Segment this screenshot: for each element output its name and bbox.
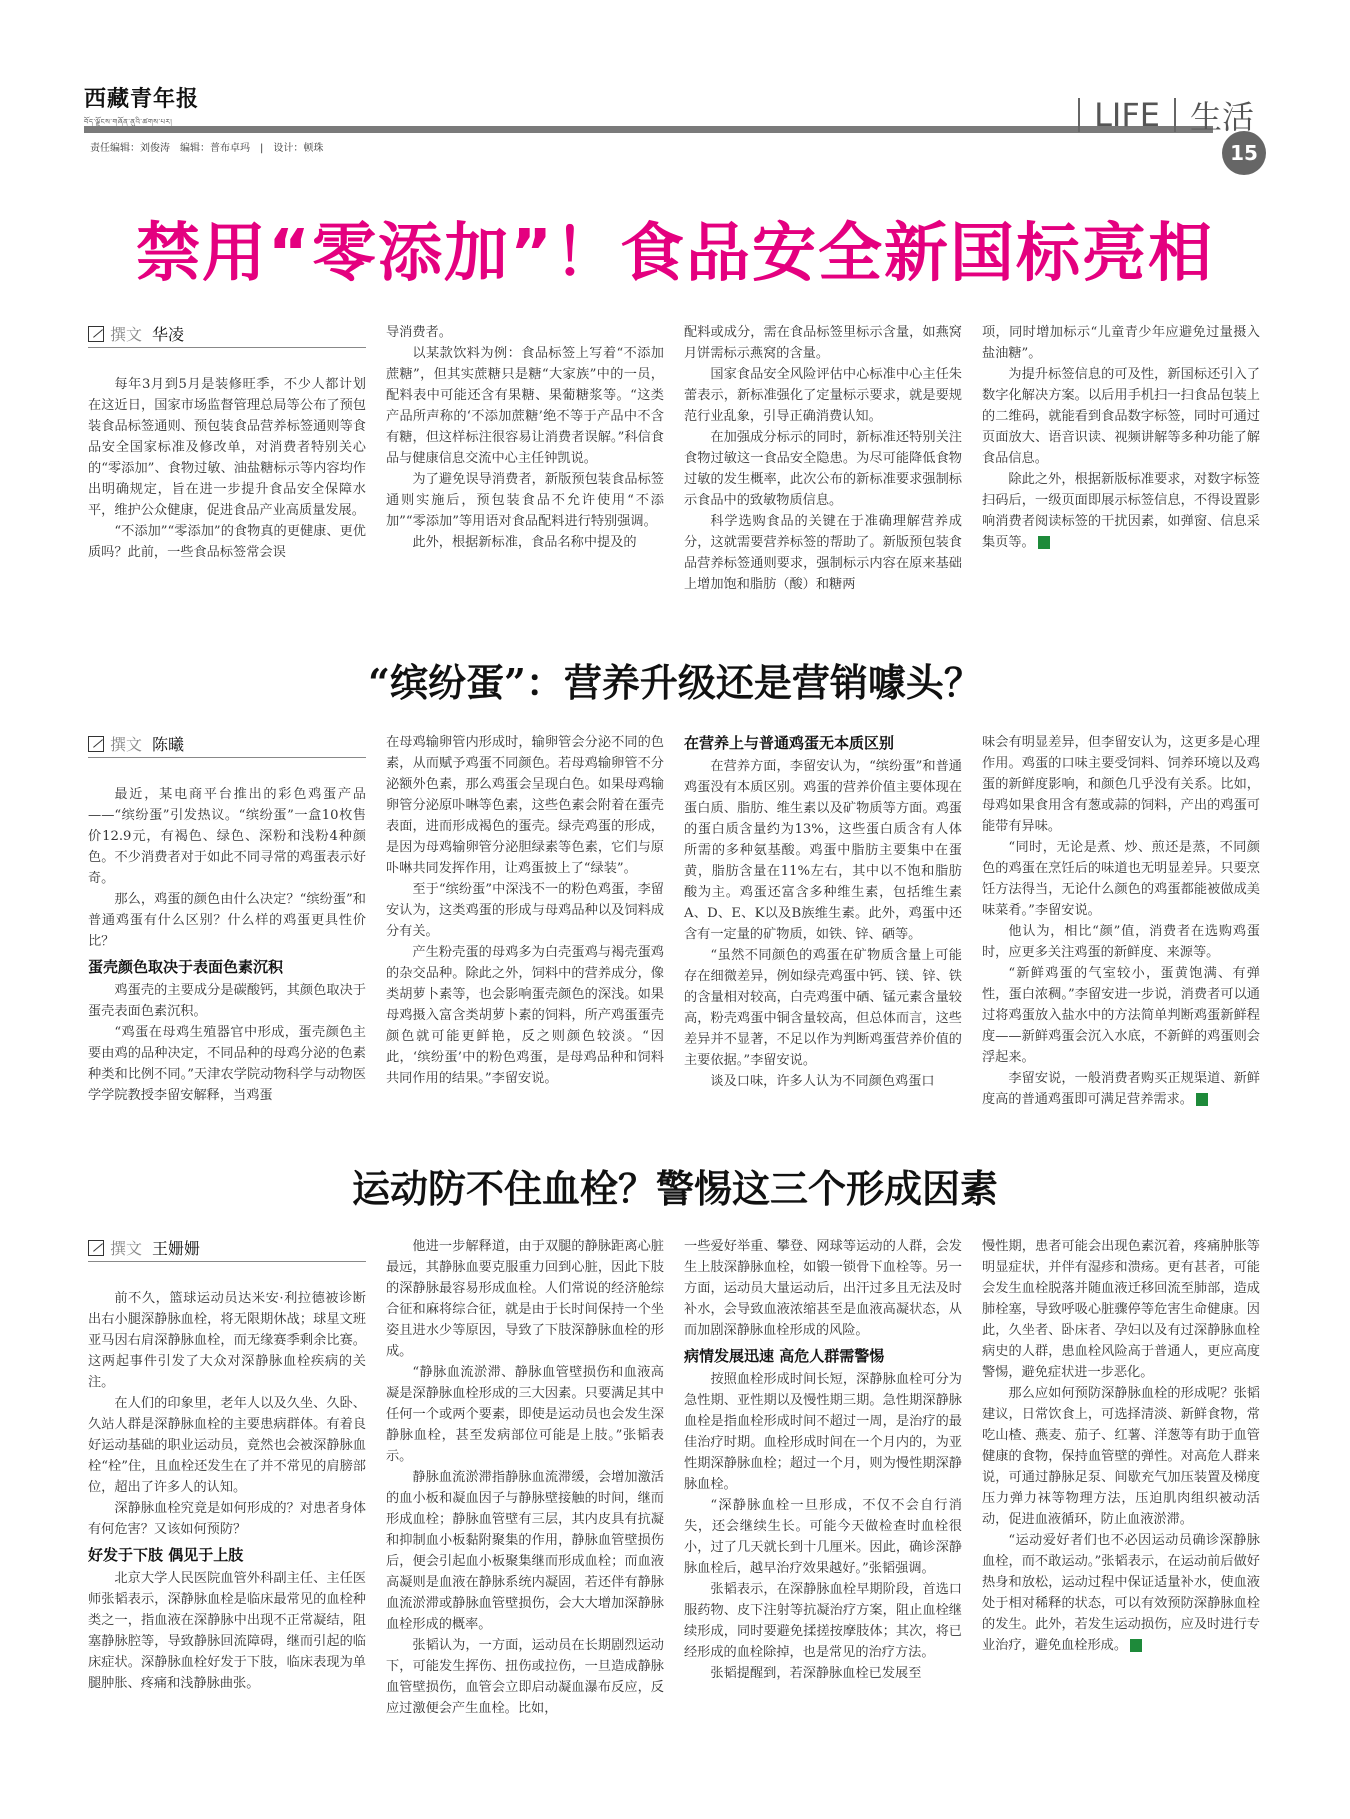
article2-column-2	[386, 732, 664, 1089]
page-number: 15	[1222, 131, 1266, 175]
section-zh: 生活	[1189, 98, 1254, 136]
paragraph: 国家食品安全风险评估中心标准中心主任朱蕾表示，新标准强化了定量标示要求，就是要规范行业乱象，引导正确消费认知。	[684, 367, 962, 424]
paragraph: 张韬认为，一方面，运动员在长期剧烈运动下，可能发生挥伤、扭伤或拉伤，一旦造成静脉血管壁损伤，血管会立即启动凝血瀑布反应，反应过激便会产生血栓。比如，	[386, 1638, 664, 1716]
byline-label: 撰文	[110, 735, 143, 754]
paragraph: 产生粉壳蛋的母鸡多为白壳蛋鸡与褐壳蛋鸡的杂交品种。除此之外，饲料中的营养成分，像类胡萝卜素等，也会影响蛋壳颜色的深浅。如果母鸡摄入富含类胡萝卜素的饲料，所产鸡蛋蛋壳颜色就可能更鲜艳，反之则颜色较淡。“因此，‘缤纷蛋’中的粉色鸡蛋，是母鸡品种和饲料共同作用的结果。”李留安说。	[386, 945, 664, 1086]
paragraph: 至于“缤纷蛋”中深浅不一的粉色鸡蛋，李留安认为，这类鸡蛋的形成与母鸡品种以及饲料成分有关。	[386, 882, 664, 939]
paragraph: 那么，鸡蛋的颜色由什么决定？“缤纷蛋”和普通鸡蛋有什么区别？什么样的鸡蛋更具性价比？	[88, 892, 366, 949]
masthead-title: 西藏青年报	[84, 86, 200, 112]
article3-column-2	[386, 1236, 664, 1719]
paragraph: 以某款饮料为例：食品标签上写着“不添加蔗糖”，但其实蔗糖只是糖“大家族”中的一员，配料表中可能还含有果糖、果葡糖浆等。“这类产品所声称的‘不添加蔗糖’绝不等于产品中不含有糖，但这样标注很容易让消费者误解。”科信食品与健康信息交流中心主任钟凯说。	[386, 346, 664, 466]
credit-separator: |	[260, 143, 264, 154]
section-en: LIFE	[1094, 96, 1160, 134]
end-mark-icon	[1130, 1639, 1142, 1652]
article2-column-1	[88, 784, 366, 1106]
paragraph: “静脉血流淤滞、静脉血管壁损伤和血液高凝是深静脉血栓形成的三大因素。只要满足其中任何一个或两个要素，即使是运动员也会发生深静脉血栓，甚至发病部位可能是上肢。”张韬表示。	[386, 1365, 664, 1464]
end-mark-icon	[1038, 536, 1050, 549]
subheading: 蛋壳颜色取决于表面色素沉积	[88, 958, 284, 976]
paragraph: 鸡蛋壳的主要成分是碳酸钙，其颜色取决于蛋壳表面色素沉积。	[88, 983, 366, 1019]
article2-author: 陈曦	[152, 735, 185, 754]
subheading: 在营养上与普通鸡蛋无本质区别	[684, 734, 895, 752]
article3-column-1	[88, 1288, 366, 1694]
paragraph: 为了避免误导消费者，新版预包装食品标签通则实施后，预包装食品不允许使用“不添加”“零添加”等用语对食品配料进行特别强调。	[386, 472, 664, 529]
article3-column-3	[684, 1236, 962, 1684]
paragraph: 他认为，相比“颜”值，消费者在选购鸡蛋时，应更多关注鸡蛋的新鲜度、来源等。	[982, 924, 1260, 960]
paragraph: 此外，根据新标准，食品名称中提及的	[412, 535, 637, 550]
paragraph: “深静脉血栓一旦形成，不仅不会自行消失，还会继续生长。可能今天做检查时血栓很小，过了几天就长到十几厘米。因此，确诊深静脉血栓后，越早治疗效果越好。”张韬强调。	[684, 1498, 962, 1576]
pen-icon	[88, 1240, 104, 1256]
article1-column-3	[684, 322, 962, 595]
paragraph: 为提升标签信息的可及性，新国标还引入了数字化解决方案。以后用手机扫一扫食品包装上的二维码，就能看到食品数字标签，同时可通过页面放大、语音识读、视频讲解等多种功能了解食品信息。	[982, 367, 1260, 466]
pen-icon	[88, 326, 104, 342]
chief-editor: 责任编辑：刘俊涛	[90, 143, 170, 154]
article1-author: 华凌	[152, 325, 185, 344]
subheading: 病情发展迅速 高危人群需警惕	[684, 1347, 885, 1365]
paragraph: 李留安说，一般消费者购买正规渠道、新鲜度高的普通鸡蛋即可满足营养需求。	[982, 1071, 1260, 1107]
paragraph: 在人们的印象里，老年人以及久坐、久卧、久站人群是深静脉血栓的主要患病群体。有着良好运动基础的职业运动员，竟然也会被深静脉血栓“栓”住，且血栓还发生在了并不常见的肩膀部位，超出了许多人的认知。	[88, 1396, 366, 1495]
paragraph: 配料或成分，需在食品标签里标示含量，如燕窝月饼需标示燕窝的含量。	[684, 325, 962, 361]
article3-byline	[88, 1236, 200, 1259]
paragraph: 导消费者。	[386, 325, 452, 340]
paragraph: 科学选购食品的关键在于准确理解营养成分，这就需要营养标签的帮助了。新版预包装食品营养标签通则要求，强制标示内容在原来基础上增加饱和脂肪（酸）和糖两	[684, 514, 962, 592]
article1-column-4	[982, 322, 1260, 553]
designer: 设计：顿珠	[273, 143, 324, 154]
article3-column-4	[982, 1236, 1260, 1656]
paragraph: “新鲜鸡蛋的气室较小，蛋黄饱满、有弹性，蛋白浓稠。”李留安进一步说，消费者可以通过将鸡蛋放入盐水中的方法简单判断鸡蛋新鲜程度——新鲜鸡蛋会沉入水底，不新鲜的鸡蛋则会浮起来。	[982, 966, 1260, 1065]
article1-byline	[88, 322, 184, 345]
paragraph: 他进一步解释道，由于双腿的静脉距离心脏最远，其静脉血要克服重力回到心脏，因此下肢的深静脉最容易形成血栓。人们常说的经济舱综合征和麻将综合征，就是由于长时间保持一个坐姿且进水少等原因，导致了下肢深静脉血栓的形成。	[386, 1239, 664, 1359]
section-label	[1064, 92, 1254, 138]
paragraph: 在加强成分标示的同时，新标准还特别关注食物过敏这一食品安全隐患。为尽可能降低食物过敏的发生概率，此次公布的新标准要求强制标示食品中的致敏物质信息。	[684, 430, 962, 508]
paragraph: 深静脉血栓究竟是如何形成的？对患者身体有何危害？又该如何预防？	[88, 1501, 366, 1537]
article1-column-1	[88, 374, 366, 563]
paragraph: 项，同时增加标示“儿童青少年应避免过量摄入盐油糖”。	[982, 325, 1260, 361]
article2-column-3	[684, 732, 962, 1092]
paragraph: 张韬提醒到，若深静脉血栓已发展至	[710, 1666, 922, 1681]
paragraph: 按照血栓形成时间长短，深静脉血栓可分为急性期、亚性期以及慢性期三期。急性期深静脉血栓是指血栓形成时间不超过一周，是治疗的最佳治疗时期。血栓形成时间在一个月内的，为亚性期深静脉血栓；超过一个月，则为慢性期深静脉血栓。	[684, 1372, 962, 1492]
paragraph: “运动爱好者们也不必因运动员确诊深静脉血栓，而不敢运动。”张韬表示，在运动前后做好热身和放松，运动过程中保证适量补水，使血液处于相对稀释的状态，可以有效预防深静脉血栓的发生。此外，若发生运动损伤，应及时进行专业治疗，避免血栓形成。	[982, 1533, 1260, 1653]
paragraph: 在母鸡输卵管内形成时，输卵管会分泌不同的色素，从而赋予鸡蛋不同颜色。若母鸡输卵管不分泌额外色素，那么鸡蛋会呈现白色。如果母鸡输卵管分泌原卟啉等色素，这些色素会附着在蛋壳表面，进而形成褐色的蛋壳。绿壳鸡蛋的形成，是因为母鸡输卵管分泌胆绿素等色素，它们与原卟啉共同发挥作用，让鸡蛋披上了“绿装”。	[386, 735, 664, 876]
paragraph: 慢性期，患者可能会出现色素沉着，疼痛肿胀等明显症状，并伴有湿疹和溃疡。更有甚者，可能会发生血栓脱落并随血液迁移回流至肺部，造成肺栓塞，导致呼吸心脏骤停等危害生命健康。因此，久坐者、卧床者、孕妇以及有过深静脉血栓病史的人群，患血栓风险高于普通人，更应高度警惕，避免症状进一步恶化。	[982, 1239, 1260, 1380]
paragraph: 那么应如何预防深静脉血栓的形成呢？张韬建议，日常饮食上，可选择清淡、新鲜食物，常吃山楂、燕麦、茄子、红薯、洋葱等有助于血管健康的食物，保持血管壁的弹性。对高危人群来说，可通过静脉足泵、间歇充气加压装置及梯度压力弹力袜等物理方法，压迫肌肉组织被动活动，促进血液循环，防止血液淤滞。	[982, 1386, 1260, 1527]
paragraph: 北京大学人民医院血管外科副主任、主任医师张韬表示，深静脉血栓是临床最常见的血栓种类之一，指血液在深静脉中出现不正常凝结，阻塞静脉腔等，导致静脉回流障碍，继而引起的临床症状。深静脉血栓好发于下肢，临床表现为单腿肿胀、疼痛和浅静脉曲张。	[88, 1571, 366, 1691]
article1-column-2	[386, 322, 664, 553]
paragraph: 谈及口味，许多人认为不同颜色鸡蛋口	[710, 1074, 935, 1089]
paragraph: 张韬表示，在深静脉血栓早期阶段，首选口服药物、皮下注射等抗凝治疗方案，阻止血栓继续形成，同时要避免揉搓按摩肢体；其次，将已经形成的血栓除掉，也是常见的治疗方法。	[684, 1582, 962, 1660]
paragraph: 每年3月到5月是装修旺季，不少人都计划在这近日，国家市场监督管理总局等公布了预包装食品标签通则、预包装食品营养标签通则等食品安全国家标准及修改单，对消费者特别关心的“零添加”、食物过敏、油盐糖标示等内容均作出明确规定，旨在进一步提升食品安全保障水平，维护公众健康，促进食品产业高质量发展。	[88, 377, 366, 518]
paragraph: 除此之外，根据新版标准要求，对数字标签扫码后，一级页面即展示标签信息，不得设置影响消费者阅读标签的干扰因素，如弹窗、信息采集页等。	[982, 472, 1260, 550]
article3-author: 王姗姗	[152, 1239, 201, 1258]
pen-icon	[88, 736, 104, 752]
paragraph: “不添加”“零添加”的食物真的更健康、更优质吗？此前，一些食品标签常会误	[88, 524, 366, 560]
article2-headline: “缤纷蛋”：营养升级还是营销噱头？	[368, 660, 982, 705]
byline-label: 撰文	[110, 325, 143, 344]
paragraph: “同时，无论是煮、炒、煎还是蒸，不同颜色的鸡蛋在烹饪后的味道也无明显差异。只要烹饪方法得当，无论什么颜色的鸡蛋都能被做成美味菜肴。”李留安说。	[982, 840, 1260, 918]
paragraph: 在营养方面，李留安认为，“缤纷蛋”和普通鸡蛋没有本质区别。鸡蛋的营养价值主要体现在蛋白质、脂肪、维生素以及矿物质等方面。鸡蛋的蛋白质含量约为13%，这些蛋白质含有人体所需的多种氨基酸。鸡蛋中脂肪主要集中在蛋黄，脂肪含量在11%左右，其中以不饱和脂肪酸为主。鸡蛋还富含多种维生素，包括维生素A、D、E、K以及B族维生素。此外，鸡蛋中还含有一定量的矿物质，如铁、锌、硒等。	[684, 759, 962, 942]
masthead-subtitle: བོད་ལྗོངས་གཞོན་ནུའི་ཚགས་པར།	[84, 118, 173, 126]
paragraph: “虽然不同颜色的鸡蛋在矿物质含量上可能存在细微差异，例如绿壳鸡蛋中钙、镁、锌、铁的含量相对较高，白壳鸡蛋中硒、锰元素含量较高，粉壳鸡蛋中铜含量较高，但总体而言，这些差异并不显著，不足以作为判断鸡蛋营养价值的主要依据。”李留安说。	[684, 948, 962, 1068]
paragraph: 味会有明显差异，但李留安认为，这更多是心理作用。鸡蛋的口味主要受饲料、饲养环境以及鸡蛋的新鲜度影响，和颜色几乎没有关系。比如，母鸡如果食用含有葱或蒜的饲料，产出的鸡蛋可能带有异味。	[982, 735, 1260, 834]
paragraph: 前不久，篮球运动员达米安·利拉德被诊断出右小腿深静脉血栓，将无限期休战；球星文班亚马因右肩深静脉血栓，而无缘赛季剩余比赛。这两起事件引发了大众对深静脉血栓疾病的关注。	[88, 1291, 366, 1390]
article2-column-4	[982, 732, 1260, 1110]
article3-headline: 运动防不住血栓？警惕这三个形成因素	[351, 1166, 998, 1211]
end-mark-icon	[1196, 1093, 1208, 1106]
article2-byline	[88, 732, 184, 755]
paragraph: 最近，某电商平台推出的彩色鸡蛋产品——“缤纷蛋”引发热议。“缤纷蛋”一盒10枚售价12.9元，有褐色、绿色、深粉和浅粉4种颜色。不少消费者对于如此不同寻常的鸡蛋表示好奇。	[88, 787, 366, 886]
subheading: 好发于下肢 偶见于上肢	[88, 1546, 244, 1564]
paragraph: “鸡蛋在母鸡生殖器官中形成，蛋壳颜色主要由鸡的品种决定，不同品种的母鸡分泌的色素种类和比例不同。”天津农学院动物科学与动物医学学院教授李留安解释，当鸡蛋	[88, 1025, 366, 1103]
paragraph: 一些爱好举重、攀登、网球等运动的人群，会发生上肢深静脉血栓，如锻一锁骨下血栓等。另一方面，运动员大量运动后，出汗过多且无法及时补水，会导致血液浓缩甚至是血液高凝状态，从而加剧深静脉血栓形成的风险。	[684, 1239, 962, 1338]
editor: 编辑：普布卓玛	[180, 143, 250, 154]
article1-headline: 禁用“零添加”！食品安全新国标亮相	[135, 217, 1215, 291]
paragraph: 静脉血流淤滞指静脉血流滞缓，会增加激活的血小板和凝血因子与静脉壁接触的时间，继而形成血栓；静脉血管壁有三层，其内皮具有抗凝和抑制血小板黏附聚集的作用，静脉血管壁损伤后，便会引起血小板聚集继而形成血栓；而血液高凝则是血液在静脉系统内凝固，若还伴有静脉血流淤滞或静脉血管壁损伤，会大大增加深静脉血栓形成的概率。	[386, 1470, 664, 1632]
editor-credits	[90, 139, 333, 154]
byline-label: 撰文	[110, 1239, 143, 1258]
